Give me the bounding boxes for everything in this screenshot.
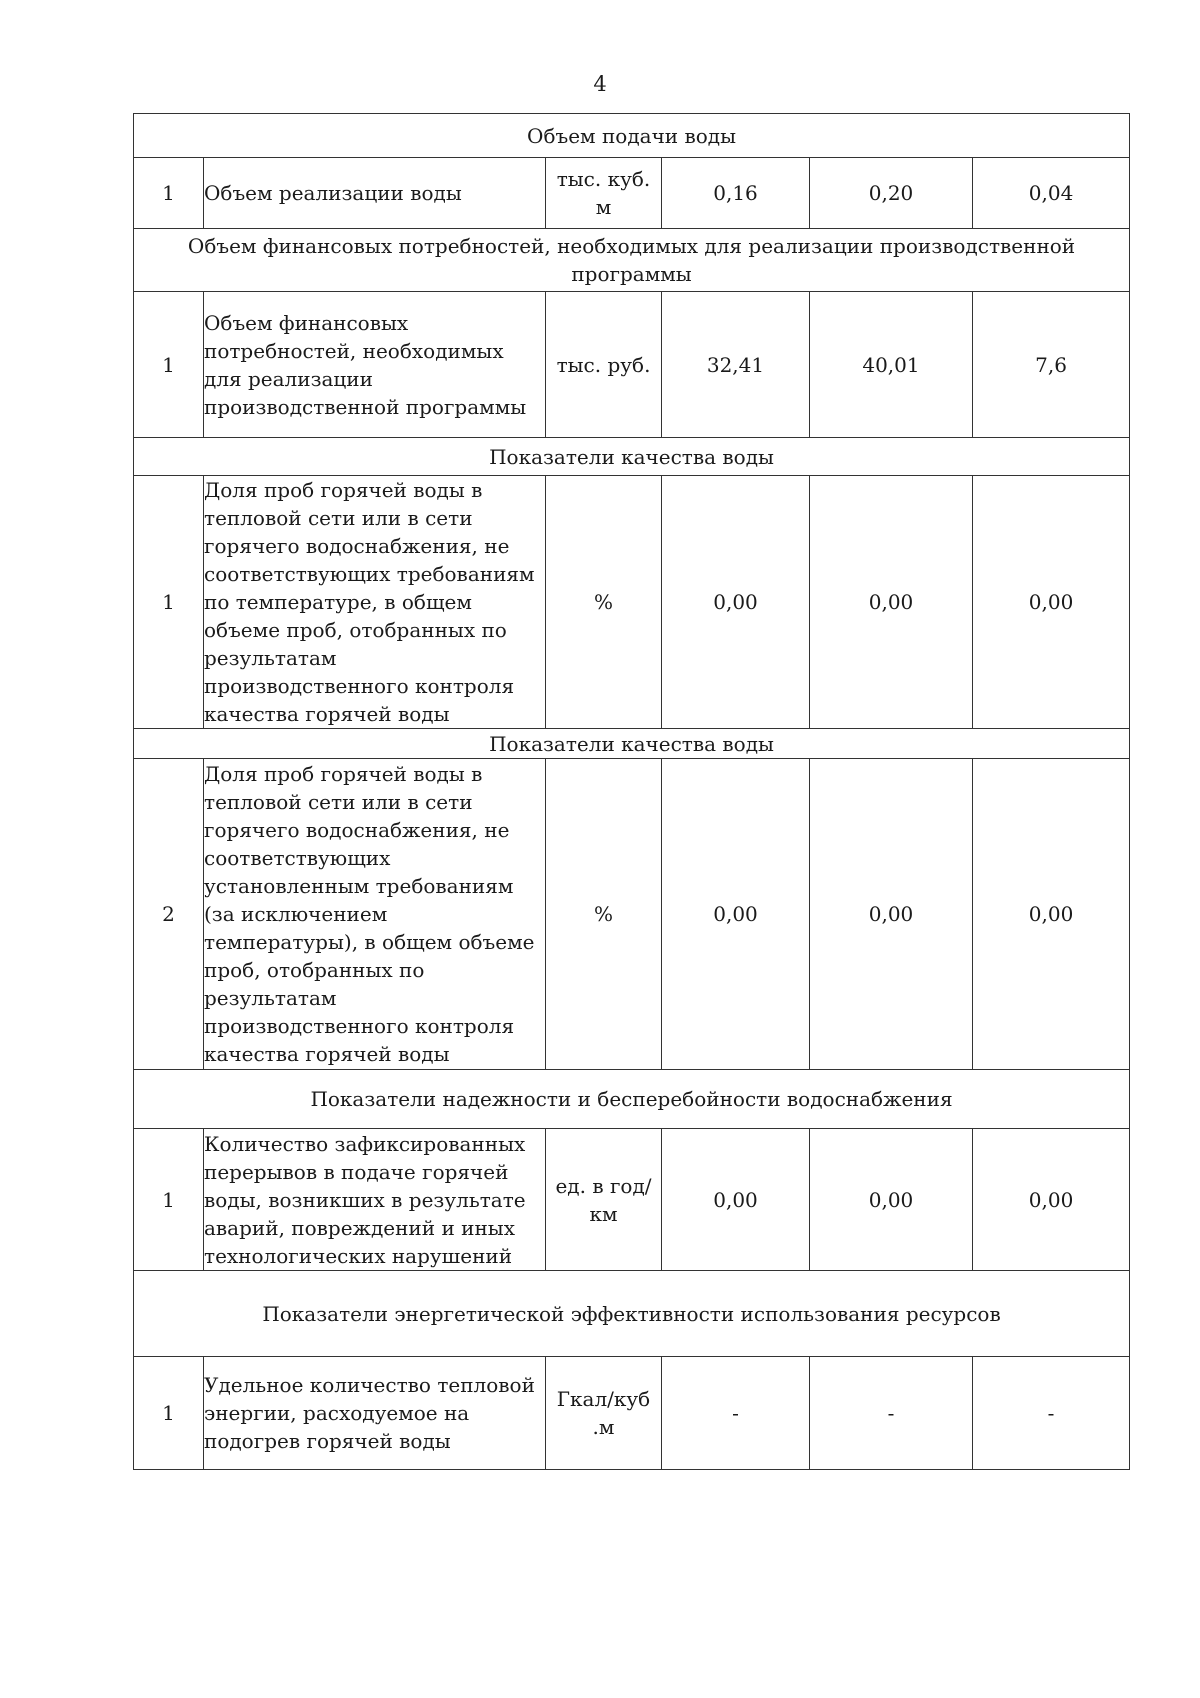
table-row xyxy=(134,1129,1130,1271)
indicator-name: Количество зафиксированных перерывов в подаче горячей воды, возникших в результате аварий, повреждений и иных технологических нарушений xyxy=(204,1129,546,1271)
unit: % xyxy=(546,476,662,729)
page-number: 4 xyxy=(593,72,607,96)
section-header-row xyxy=(134,229,1130,292)
section-header-row xyxy=(134,1070,1130,1129)
section-header-row xyxy=(134,1271,1130,1357)
value-1: 32,41 xyxy=(662,292,810,438)
unit: ед. в год/ км xyxy=(546,1129,662,1271)
value-2: 0,00 xyxy=(810,476,973,729)
section-title: Показатели качества воды xyxy=(134,438,1130,476)
value-2: 0,20 xyxy=(810,158,973,229)
value-3: - xyxy=(973,1357,1130,1470)
value-2: 0,00 xyxy=(810,1129,973,1271)
value-1: 0,00 xyxy=(662,1129,810,1271)
indicator-name: Удельное количество тепловой энергии, расходуемое на подогрев горячей воды xyxy=(204,1357,546,1470)
section-header-row xyxy=(134,114,1130,158)
table-row xyxy=(134,292,1130,438)
value-1: 0,00 xyxy=(662,759,810,1070)
row-number: 1 xyxy=(134,292,204,438)
indicator-name: Доля проб горячей воды в тепловой сети или в сети горячего водоснабжения, не соответствующих требованиям по температуре, в общем объеме проб, отобранных по результатам производственного контроля качества горячей воды xyxy=(204,476,546,729)
row-number: 2 xyxy=(134,759,204,1070)
row-number: 1 xyxy=(134,1357,204,1470)
value-3: 0,00 xyxy=(973,759,1130,1070)
unit: тыс. куб. м xyxy=(546,158,662,229)
section-title: Показатели качества воды xyxy=(134,729,1130,759)
section-title: Объем подачи воды xyxy=(134,114,1130,158)
value-2: - xyxy=(810,1357,973,1470)
table-row xyxy=(134,1357,1130,1470)
section-title: Показатели энергетической эффективности использования ресурсов xyxy=(134,1271,1130,1357)
table-row xyxy=(134,158,1130,229)
section-title: Объем финансовых потребностей, необходимых для реализации производственной программы xyxy=(134,229,1130,292)
value-1: 0,16 xyxy=(662,158,810,229)
section-header-row xyxy=(134,438,1130,476)
value-3: 7,6 xyxy=(973,292,1130,438)
table-row xyxy=(134,759,1130,1070)
value-3: 0,00 xyxy=(973,1129,1130,1271)
indicator-name: Объем финансовых потребностей, необходимых для реализации производственной программы xyxy=(204,292,546,438)
unit: тыс. руб. xyxy=(546,292,662,438)
row-number: 1 xyxy=(134,476,204,729)
row-number: 1 xyxy=(134,158,204,229)
unit: Гкал/куб .м xyxy=(546,1357,662,1470)
indicator-name: Объем реализации воды xyxy=(204,158,546,229)
value-1: - xyxy=(662,1357,810,1470)
unit: % xyxy=(546,759,662,1070)
table-row xyxy=(134,476,1130,729)
indicator-name: Доля проб горячей воды в тепловой сети или в сети горячего водоснабжения, не соответствующих установленным требованиям (за исключением температуры), в общем объеме проб, отобранных по результатам производственного контроля качества горячей воды xyxy=(204,759,546,1070)
section-header-row xyxy=(134,729,1130,759)
row-number: 1 xyxy=(134,1129,204,1271)
section-title: Показатели надежности и бесперебойности водоснабжения xyxy=(134,1070,1130,1129)
value-3: 0,04 xyxy=(973,158,1130,229)
value-3: 0,00 xyxy=(973,476,1130,729)
indicators-table xyxy=(133,113,1130,1470)
value-2: 40,01 xyxy=(810,292,973,438)
value-2: 0,00 xyxy=(810,759,973,1070)
value-1: 0,00 xyxy=(662,476,810,729)
